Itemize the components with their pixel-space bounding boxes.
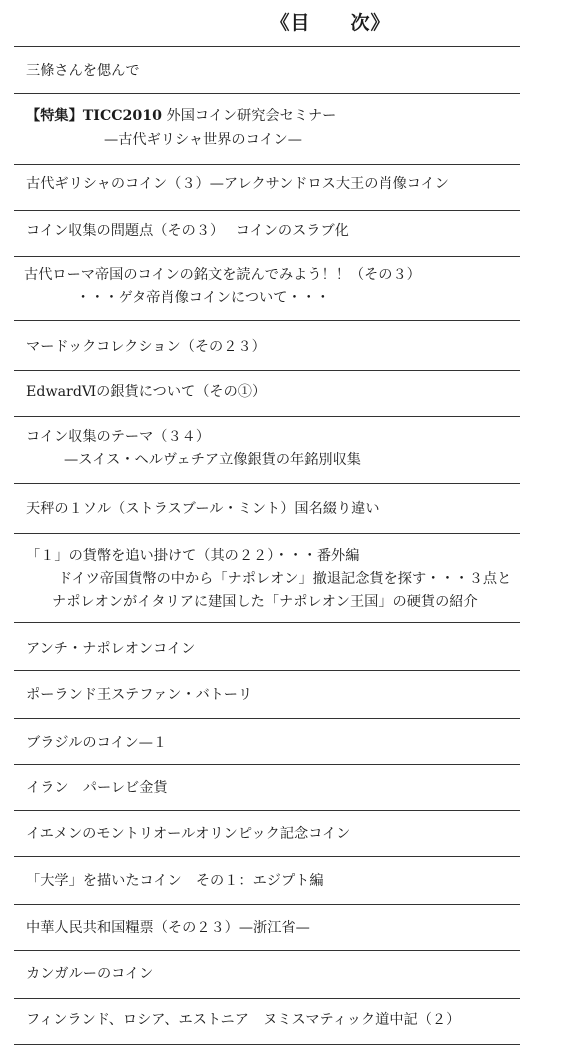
toc-entry-line: ナポレオンがイタリアに建国した「ナポレオン王国」の硬貨の紹介: [52, 594, 478, 610]
toc-entry-line: ドイツ帝国貨幣の中から「ナポレオン」撤退記念貨を探す・・・３点と: [58, 571, 512, 587]
rule-divider: [14, 93, 520, 94]
toc-entry-line: [26, 104, 546, 128]
toc-entry-text: 外国コイン研究会セミナー: [162, 108, 337, 124]
toc-entry-line: 「大学」を描いたコイン その１：エジプト編: [26, 873, 324, 889]
toc-entry[interactable]: [26, 219, 546, 243]
toc-title: 《目 次》: [270, 12, 391, 34]
feature-label: 【特集】TICC2010: [26, 108, 163, 124]
toc-entry[interactable]: [26, 683, 546, 707]
toc-entry-line: コイン収集のテーマ（３４）: [26, 429, 211, 445]
toc-entry-line: フィンランド、ロシア、エストニア ヌミスマティック道中記（２）: [26, 1012, 461, 1028]
toc-entry[interactable]: [26, 172, 546, 196]
rule-divider: [14, 904, 520, 905]
toc-entry-line: カンガルーのコイン: [26, 966, 154, 982]
toc-entry[interactable]: [26, 731, 546, 755]
toc-entry[interactable]: [26, 962, 546, 986]
toc-entry[interactable]: [26, 426, 546, 472]
rule-divider: [14, 622, 520, 623]
toc-entry-line: 中華人民共和国糧票（その２３）—浙江省—: [26, 920, 310, 936]
toc-entry-line: イエメンのモントリオールオリンピック記念コイン: [26, 826, 351, 842]
toc-entry-line: 天秤の１ソル（ストラスブール・ミント）国名綴り違い: [26, 501, 380, 517]
toc-entry[interactable]: [26, 104, 546, 152]
toc-entry[interactable]: [26, 776, 546, 800]
toc-entry-line: —古代ギリシャ世界のコイン—: [104, 132, 302, 148]
toc-entry[interactable]: [26, 916, 546, 940]
toc-entry-line: 古代ローマ帝国のコインの銘文を読んでみよう！！（その３）: [24, 267, 421, 283]
rule-divider: [14, 210, 520, 211]
rule-divider: [14, 164, 520, 165]
toc-entry-line: —スイス・ヘルヴェチア立像銀貨の年銘別収集: [64, 452, 361, 468]
rule-divider: [14, 998, 520, 999]
rule-divider: [14, 533, 520, 534]
toc-entry[interactable]: [26, 264, 546, 310]
toc-entry[interactable]: [26, 1008, 546, 1032]
rule-divider: [14, 483, 520, 484]
toc-entry[interactable]: [26, 380, 546, 404]
rule-divider: [14, 718, 520, 719]
toc-entry-line: コイン収集の問題点（その３） コインのスラブ化: [26, 223, 349, 239]
toc-entry[interactable]: [26, 335, 546, 359]
toc-entry-line: アンチ・ナポレオンコイン: [26, 641, 196, 657]
toc-entry-line: ・・・ゲタ帝肖像コインについて・・・: [76, 290, 330, 306]
toc-entry-line: イラン パーレビ金貨: [26, 780, 168, 796]
rule-divider: [14, 256, 520, 257]
rule-divider: [14, 370, 520, 371]
toc-entry[interactable]: [26, 59, 546, 83]
toc-entry[interactable]: [26, 869, 546, 893]
rule-divider: [14, 856, 520, 857]
rule-divider: [14, 950, 520, 951]
rule-divider: [14, 810, 520, 811]
rule-divider: [14, 46, 520, 47]
toc-entry-line: ブラジルのコイン—１: [26, 735, 168, 751]
toc-entry[interactable]: [26, 637, 546, 661]
rule-divider: [14, 670, 520, 671]
toc-entry-line: 三條さんを偲んで: [26, 63, 140, 79]
toc-entry-line: 古代ギリシャのコイン（３）—アレクサンドロス大王の肖像コイン: [26, 176, 449, 192]
toc-entry-line: ポーランド王ステファン・バトーリ: [26, 687, 253, 703]
toc-entry[interactable]: [26, 822, 546, 846]
toc-entry-line: 「１」の貨幣を追い掛けて（其の２２）・・・番外編: [26, 548, 360, 564]
toc-entry[interactable]: [26, 497, 546, 521]
toc-entry[interactable]: [26, 545, 546, 614]
rule-divider: [14, 1044, 520, 1045]
rule-divider: [14, 764, 520, 765]
rule-divider: [14, 320, 520, 321]
toc-entry-line: EdwardⅥの銀貨について（その①）: [26, 384, 267, 400]
toc-entry-line: マードックコレクション（その２３）: [26, 339, 266, 355]
rule-divider: [14, 416, 520, 417]
